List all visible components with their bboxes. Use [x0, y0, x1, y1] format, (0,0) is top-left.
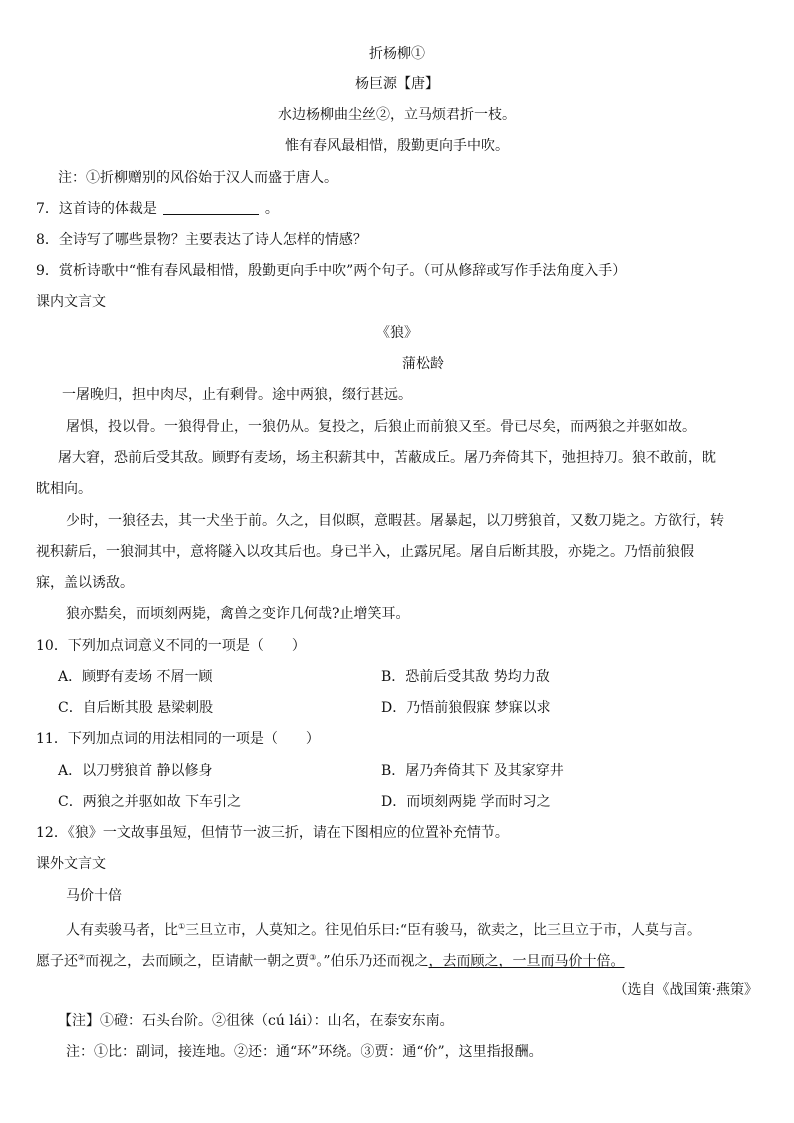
question-12: 12．《狼》一文故事虽短，但情节一波三折，请在下图相应的位置补充情节。	[36, 825, 509, 841]
horse-line-2	[36, 948, 625, 972]
wolf-paragraph-1: 一屠晚归，担中肉尽，止有剩骨。途中两狼，缀行甚远。	[62, 387, 412, 403]
question-7	[36, 199, 279, 219]
answer-blank[interactable]	[163, 200, 259, 215]
q10-option-a[interactable]: A．顾野有麦场 不屑一顾	[58, 669, 213, 685]
horse-line-2-text-c: 。”伯乐乃还而视之	[316, 953, 429, 970]
horse-title: 马价十倍	[66, 888, 122, 904]
question-10-stem: 10．下列加点词意义不同的一项是（ ）	[36, 638, 306, 654]
horse-line-1-text-a: 人有卖骏马者，比	[66, 922, 178, 939]
q11-option-c[interactable]: C．两狼之并驱如故 下车引之	[58, 794, 242, 810]
q11-option-d[interactable]: D．而顷刻两毙 学而时习之	[381, 794, 551, 810]
q10-option-c[interactable]: C．自后断其股 悬梁刺股	[58, 700, 214, 716]
wolf-paragraph-5: 狼亦黠矣，而顷刻两毙，禽兽之变诈几何哉?止增笑耳。	[66, 606, 410, 622]
poem-title: 折杨柳①	[369, 46, 425, 62]
wolf-author: 蒲松龄	[402, 356, 444, 372]
question-7-suffix: 。	[264, 201, 279, 217]
wolf-paragraph-2: 屠惧，投以骨。一狼得骨止，一狼仍从。复投之，后狼止而前狼又至。骨已尽矣，而两狼之并驱如故。	[66, 419, 696, 435]
question-7-prefix: 7．这首诗的体裁是	[36, 201, 157, 217]
section-heading-inclass: 课内文言文	[36, 294, 106, 310]
wolf-paragraph-4b: 视积薪后，一狼洞其中，意将隧入以攻其后也。身已半入，止露尻尾。屠自后断其股，亦毙之。乃悟前狼假	[36, 544, 694, 560]
horse-line-1-text-b: 三旦立市，人莫知之。往见伯乐曰:“臣有骏马，欲卖之，比三旦立于市，人莫与言。	[185, 922, 702, 939]
footnote-marker-1: ①	[178, 922, 186, 931]
horse-note-1: 【注】①磴：石头台阶。②徂徕（cú lái）：山名，在泰安东南。	[58, 1013, 454, 1029]
horse-line-2-text-a: 愿子还	[36, 953, 78, 970]
poem-line-2: 惟有春风最相惜，殷勤更向手中吹。	[285, 138, 509, 154]
poem-line-1: 水边杨柳曲尘丝②，立马烦君折一枝。	[278, 107, 516, 123]
horse-line-2-text-b: 而视之，去而顾之，臣请献一朝之贾	[85, 953, 310, 970]
wolf-paragraph-4c: 寐，盖以诱敌。	[36, 575, 134, 591]
q11-option-a[interactable]: A．以刀劈狼首 静以修身	[58, 763, 213, 779]
footnote-marker-3: ③	[309, 953, 317, 962]
wolf-title: 《狼》	[376, 325, 418, 341]
poem-author: 杨巨源【唐】	[355, 76, 439, 92]
question-11-stem: 11．下列加点词的用法相同的一项是（ ）	[36, 731, 320, 747]
underlined-sentence: ，去而顾之，一旦而马价十倍。	[428, 953, 625, 970]
wolf-paragraph-3a: 屠大窘，恐前后受其敌。顾野有麦场，场主积薪其中，苫蔽成丘。屠乃奔倚其下，弛担持刀。狼不敢前，眈	[58, 450, 716, 466]
horse-line-1	[66, 917, 701, 941]
q10-option-d[interactable]: D．乃悟前狼假寐 梦寐以求	[381, 700, 551, 716]
footnote-marker-2: ②	[78, 953, 86, 962]
wolf-paragraph-4a: 少时，一狼径去，其一犬坐于前。久之，目似瞑，意暇甚。屠暴起，以刀劈狼首，又数刀毙之。方欲行，转	[66, 513, 724, 529]
q11-option-b[interactable]: B．屠乃奔倚其下 及其家穿井	[381, 763, 564, 779]
wolf-paragraph-3b: 眈相向。	[36, 481, 92, 497]
section-heading-extracurricular: 课外文言文	[36, 856, 106, 872]
q10-option-b[interactable]: B．恐前后受其敌 势均力敌	[381, 669, 550, 685]
horse-note-2: 注：①比：副词，接连地。②还：通“环”环绕。③贾：通“价”，这里指报酬。	[66, 1044, 543, 1060]
horse-source: （选自《战国策·燕策》	[613, 982, 758, 998]
question-8: 8．全诗写了哪些景物？主要表达了诗人怎样的情感？	[36, 232, 367, 248]
question-9: 9．赏析诗歌中“惟有春风最相惜，殷勤更向手中吹”两个句子。（可从修辞或写作手法角度入手）	[36, 263, 627, 279]
poem-note: 注：①折柳赠别的风俗始于汉人而盛于唐人。	[58, 170, 338, 186]
